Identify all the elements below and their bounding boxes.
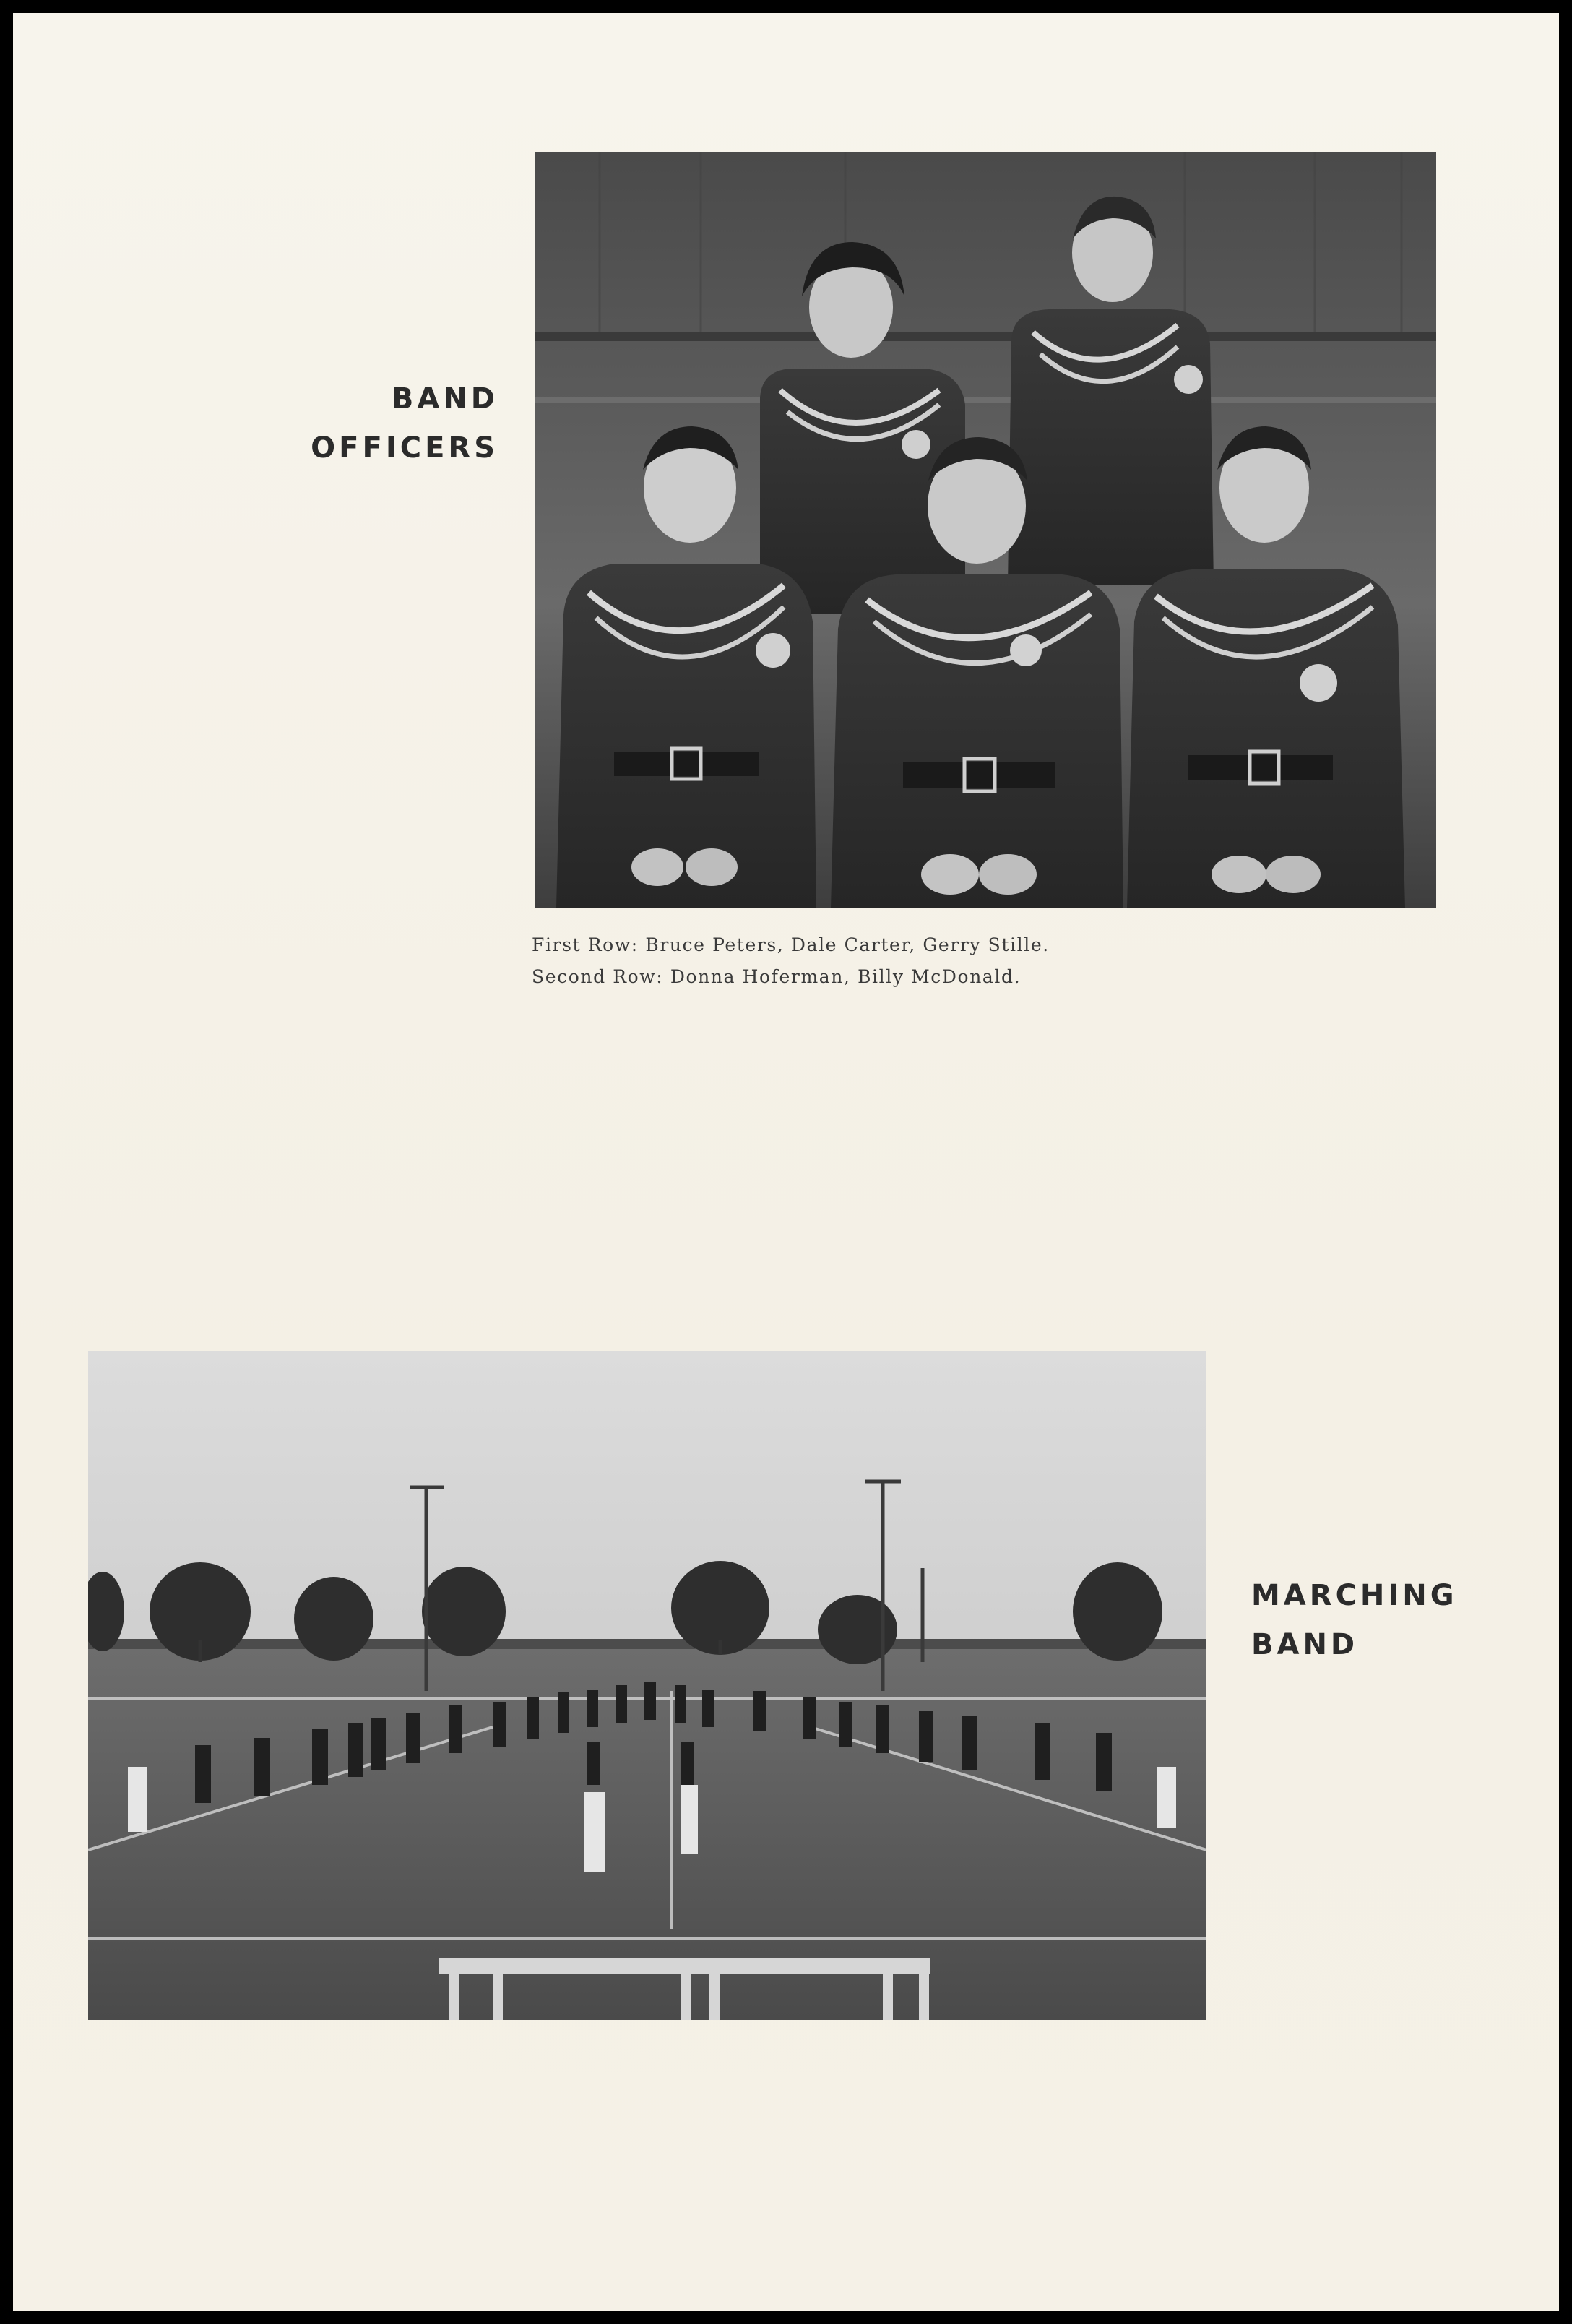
caption-line: Second Row: Donna Hoferman, Billy McDonald. xyxy=(532,966,1022,987)
marching-band-photo-art xyxy=(88,1351,1206,2020)
band-officers-photo xyxy=(535,152,1436,908)
heading-line: BAND xyxy=(1251,1628,1359,1661)
band-officers-photo-art xyxy=(535,152,1436,908)
caption-line: First Row: Bruce Peters, Dale Carter, Gerry Stille. xyxy=(532,934,1050,955)
marching-band-photo xyxy=(88,1351,1206,2020)
band-officers-caption xyxy=(532,929,1399,993)
band-officers-heading xyxy=(273,374,498,473)
heading-line: BAND xyxy=(391,382,498,416)
heading-line: OFFICERS xyxy=(311,431,498,465)
marching-band-heading xyxy=(1251,1571,1490,1669)
yearbook-page xyxy=(13,13,1559,2311)
heading-line: MARCHING xyxy=(1251,1579,1458,1612)
